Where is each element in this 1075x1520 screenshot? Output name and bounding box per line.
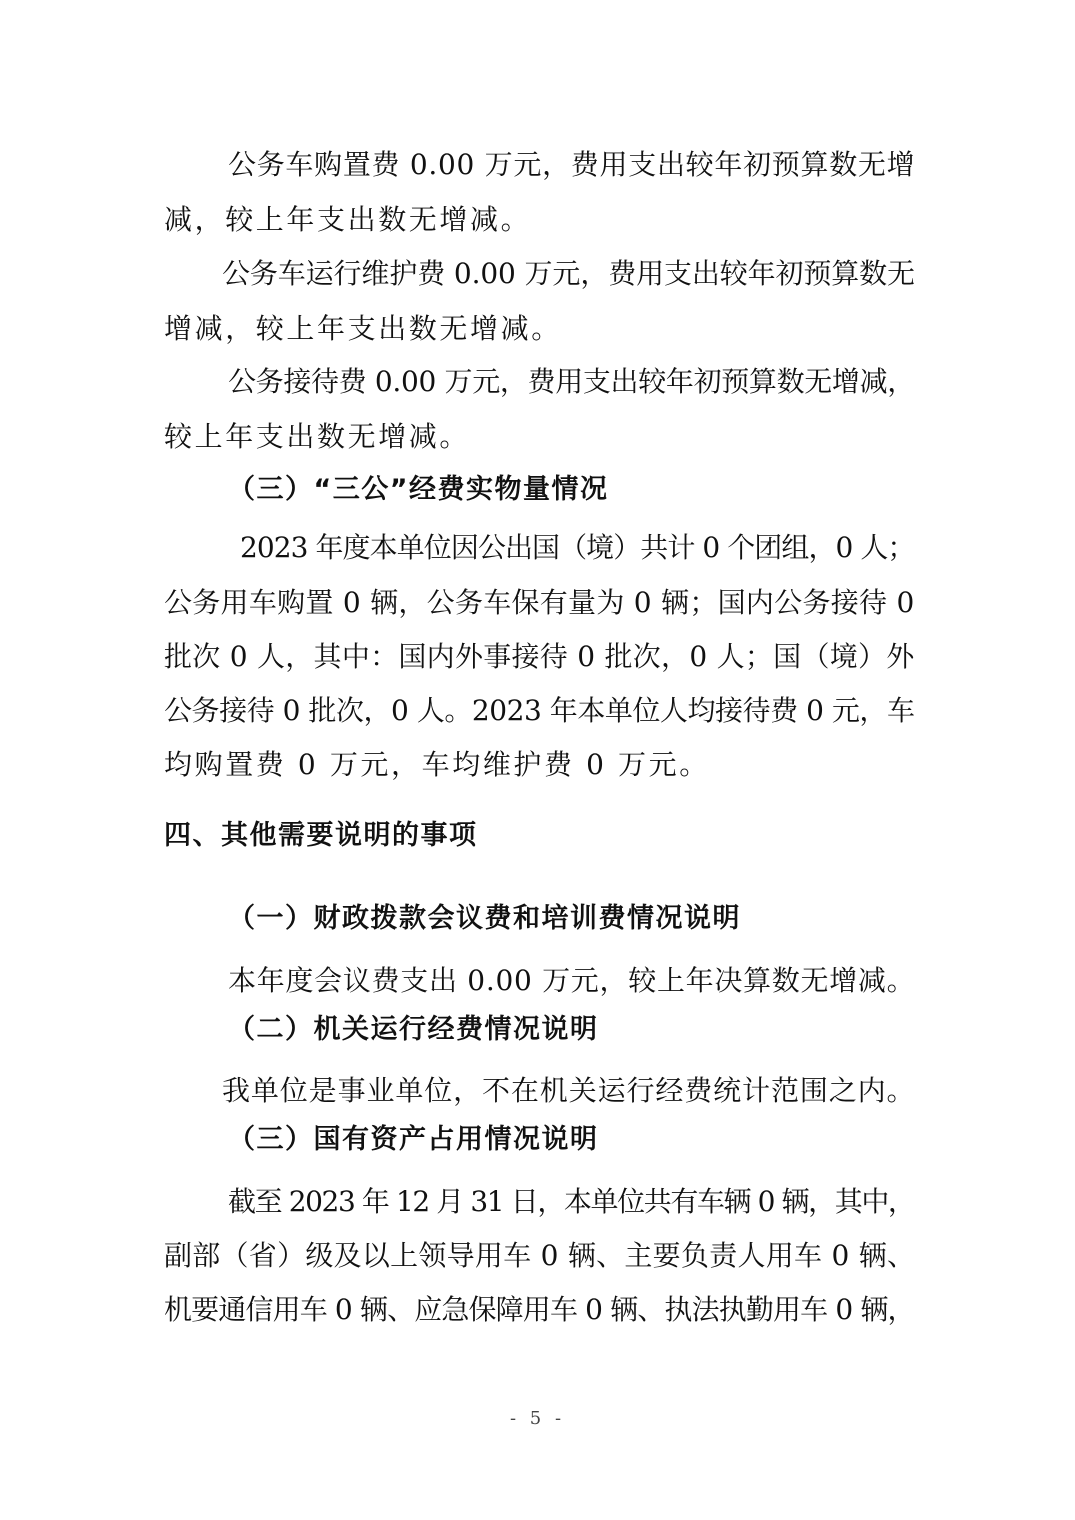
paragraph-car-purchase-line-2: 减，较上年支出数无增减。 <box>164 203 532 236</box>
paragraph-physical-line-3: 批次 0 人，其中：国内外事接待 0 批次，0 人；国（境）外 <box>164 640 915 673</box>
subsection-two-text: 我单位是事业单位，不在机关运行经费统计范围之内。 <box>222 1074 916 1107</box>
paragraph-physical-line-4: 公务接待 0 批次，0 人。2023 年本单位人均接待费 0 元，车 <box>164 694 915 727</box>
paragraph-physical-line-2: 公务用车购置 0 辆，公务车保有量为 0 辆；国内公务接待 0 <box>164 586 915 619</box>
paragraph-reception-line-2: 较上年支出数无增减。 <box>164 420 471 453</box>
subsection-one-title: （一）财政拨款会议费和培训费情况说明 <box>228 903 741 934</box>
heading-three-public-physical: （三）“三公”经费实物量情况 <box>228 474 609 505</box>
page-number: - 5 - <box>509 1408 566 1429</box>
subsection-three-line-2: 副部（省）级及以上领导用车 0 辆、主要负责人用车 0 辆、 <box>164 1239 916 1272</box>
paragraph-reception-line-1: 公务接待费 0.00 万元，费用支出较年初预算数无增减， <box>228 365 915 398</box>
subsection-one-text: 本年度会议费支出 0.00 万元，较上年决算数无增减。 <box>228 964 916 997</box>
paragraph-car-operation-line-2: 增减，较上年支出数无增减。 <box>164 312 562 345</box>
paragraph-physical-line-5: 均购置费 0 万元，车均维护费 0 万元。 <box>164 748 710 781</box>
subsection-two-title: （二）机关运行经费情况说明 <box>228 1014 599 1045</box>
section-four-title: 四、其他需要说明的事项 <box>164 820 478 851</box>
paragraph-physical-line-1: 2023 年度本单位因公出国（境）共计 0 个团组，0 人； <box>240 531 915 564</box>
paragraph-car-operation-line-1: 公务车运行维护费 0.00 万元，费用支出较年初预算数无 <box>222 257 915 290</box>
subsection-three-line-3: 机要通信用车 0 辆、应急保障用车 0 辆、执法执勤用车 0 辆， <box>164 1293 915 1326</box>
subsection-three-line-1: 截至 2023 年 12 月 31 日，本单位共有车辆 0 辆，其中， <box>228 1185 915 1218</box>
paragraph-car-purchase-line-1: 公务车购置费 0.00 万元，费用支出较年初预算数无增 <box>228 148 916 181</box>
subsection-three-title: （三）国有资产占用情况说明 <box>228 1124 599 1155</box>
